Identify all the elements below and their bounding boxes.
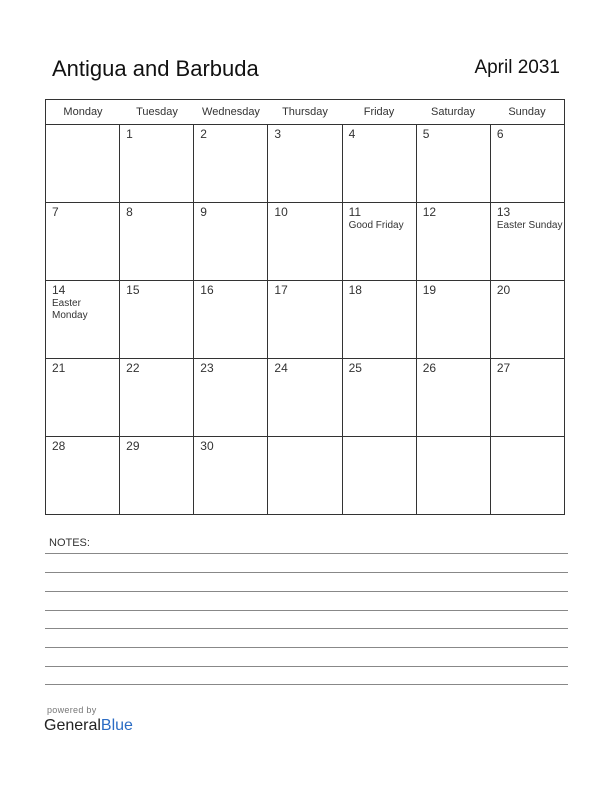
day-number: 14 (52, 283, 66, 297)
week-row (46, 125, 564, 203)
day-number: 26 (422, 361, 437, 375)
day-cell (417, 203, 491, 280)
day-number: 19 (422, 283, 437, 297)
day-cell (120, 359, 194, 436)
day-cell (491, 437, 564, 514)
day-number: 17 (274, 283, 288, 297)
weekday-monday: Monday (63, 106, 103, 118)
day-cell (46, 125, 120, 202)
day-cell (417, 437, 491, 514)
day-cell (268, 281, 342, 358)
day-number: 30 (200, 439, 214, 453)
week-row (46, 437, 564, 514)
weekday-tuesday: Tuesday (136, 106, 178, 118)
day-number: 6 (496, 127, 504, 141)
day-number: 15 (126, 283, 140, 297)
calendar-country-title: Antigua and Barbuda (52, 56, 259, 81)
day-cell (268, 437, 342, 514)
day-number: 28 (52, 439, 66, 453)
day-number: 8 (126, 205, 133, 219)
day-cell (343, 125, 417, 202)
day-cell (417, 359, 491, 436)
day-number: 25 (348, 361, 362, 375)
day-cell (46, 359, 120, 436)
day-cell (343, 281, 417, 358)
day-cell (194, 281, 268, 358)
day-number: 11 (348, 205, 362, 219)
day-number: 16 (200, 283, 214, 297)
day-number: 1 (126, 127, 133, 141)
day-cell (120, 437, 194, 514)
day-number: 7 (52, 205, 59, 219)
day-cell (194, 359, 268, 436)
day-number: 24 (274, 361, 288, 375)
day-number: 10 (274, 205, 288, 219)
day-cell (491, 125, 564, 202)
day-cell (120, 125, 194, 202)
day-cell (120, 281, 194, 358)
holiday-label: Easter Monday (52, 298, 88, 321)
weekday-sunday: Sunday (508, 106, 546, 118)
day-cell (194, 437, 268, 514)
note-line (45, 628, 568, 629)
week-row (46, 359, 564, 437)
day-number: 2 (200, 127, 207, 141)
weekday-wednesday: Wednesday (202, 106, 260, 118)
day-number: 21 (52, 361, 66, 375)
brand-blue: Blue (100, 717, 133, 734)
week-row (46, 281, 564, 359)
day-cell (491, 203, 564, 280)
day-number: 5 (422, 127, 430, 141)
note-line (45, 647, 568, 648)
weekday-friday: Friday (363, 106, 395, 118)
day-number: 12 (422, 205, 437, 219)
day-number: 22 (126, 361, 140, 375)
day-cell (417, 125, 491, 202)
note-line (45, 684, 568, 685)
weekday-thursday: Thursday (282, 106, 328, 118)
note-line (45, 572, 568, 573)
day-number: 20 (496, 283, 511, 297)
day-cell (194, 125, 268, 202)
holiday-label: Good Friday (348, 220, 404, 231)
note-line (45, 666, 568, 667)
day-cell (343, 203, 417, 280)
day-cell (46, 203, 120, 280)
brand-general: General (44, 717, 101, 734)
day-cell (417, 281, 491, 358)
day-number: 4 (348, 127, 356, 141)
day-cell (268, 203, 342, 280)
day-cell (46, 281, 120, 358)
day-cell (343, 359, 417, 436)
day-number: 23 (200, 361, 214, 375)
day-cell (268, 125, 342, 202)
day-cell (194, 203, 268, 280)
notes-label: NOTES: (49, 537, 90, 549)
note-line (45, 553, 568, 554)
day-cell (120, 203, 194, 280)
day-number: 13 (496, 205, 511, 219)
day-number: 29 (126, 439, 140, 453)
day-number: 9 (200, 205, 207, 219)
note-line (45, 610, 568, 611)
powered-by-text: powered by (47, 705, 97, 715)
day-cell (491, 359, 564, 436)
week-row (46, 203, 564, 281)
weekday-header-row (46, 100, 564, 125)
calendar-month-title: April 2031 (474, 57, 560, 78)
day-number: 3 (274, 127, 282, 141)
day-cell (46, 437, 120, 514)
calendar-grid (45, 99, 565, 515)
day-cell (491, 281, 564, 358)
day-number: 27 (496, 361, 511, 375)
weekday-saturday: Saturday (430, 106, 476, 118)
day-cell (343, 437, 417, 514)
note-line (45, 591, 568, 592)
day-cell (268, 359, 342, 436)
day-number: 18 (348, 283, 362, 297)
calendar-weeks (46, 125, 564, 514)
brand-logo (44, 717, 133, 735)
holiday-label: Easter Sunday (496, 220, 563, 231)
